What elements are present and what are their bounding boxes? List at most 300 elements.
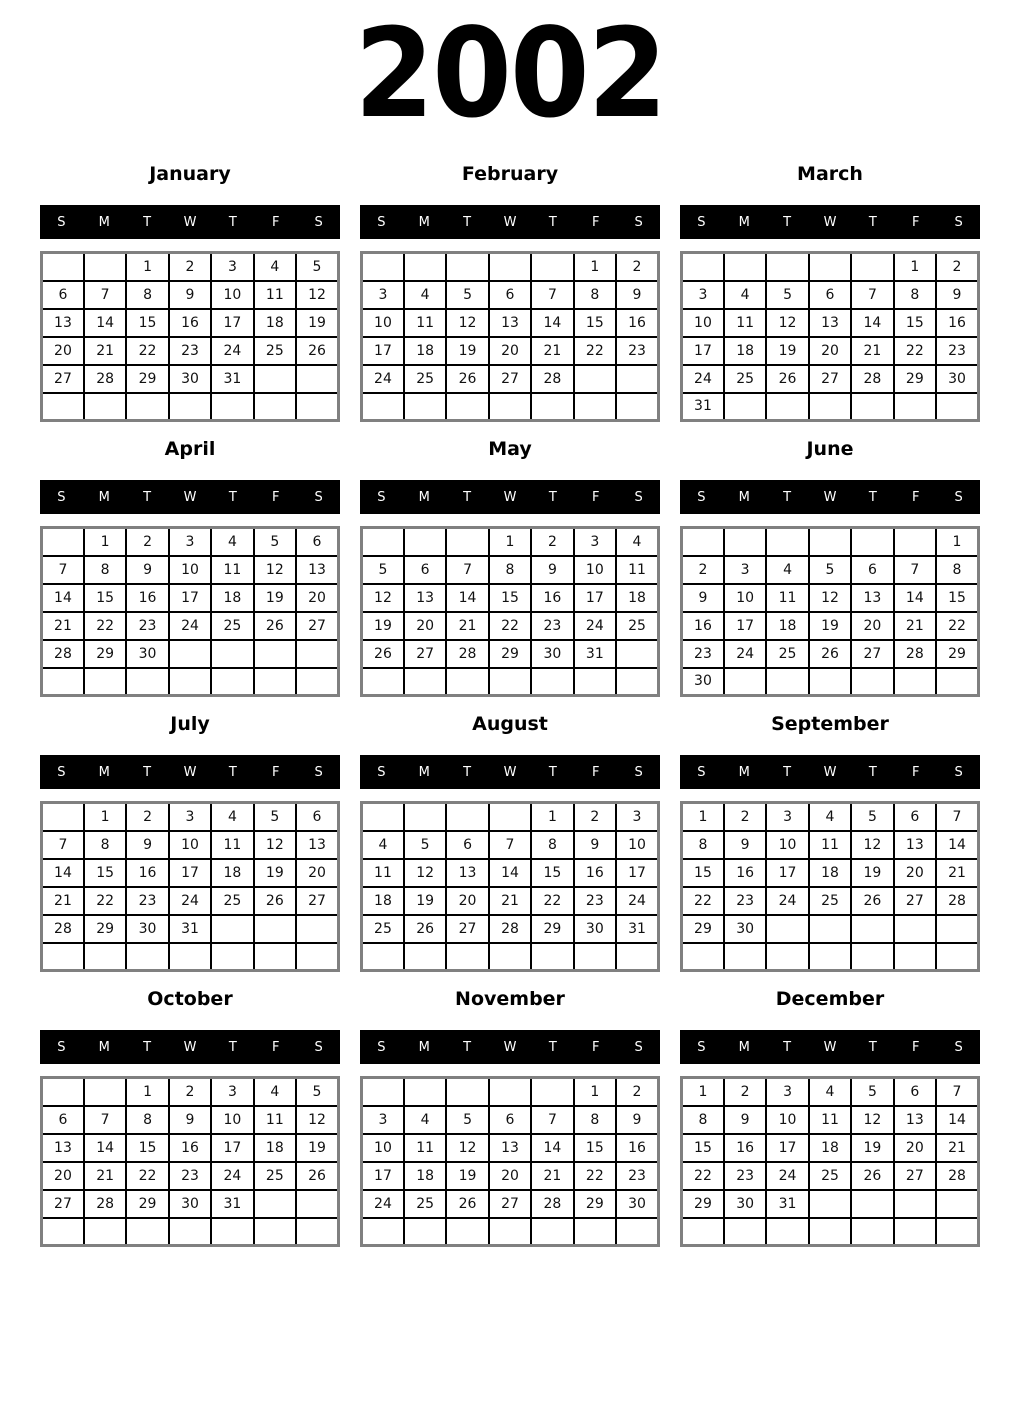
day-cell xyxy=(254,1190,296,1218)
day-cell: 9 xyxy=(169,281,211,309)
weekday-label: W xyxy=(823,1039,837,1055)
day-cell xyxy=(211,640,253,668)
day-cell xyxy=(84,253,126,281)
day-cell: 18 xyxy=(254,309,296,337)
weekday-label: S xyxy=(634,489,643,505)
day-cell: 21 xyxy=(42,612,84,640)
day-cell: 8 xyxy=(489,556,531,584)
day-cell xyxy=(616,943,658,971)
day-cell xyxy=(936,915,978,943)
day-cell xyxy=(936,1218,978,1246)
weekday-label: T xyxy=(548,764,557,780)
day-cell: 27 xyxy=(851,640,893,668)
day-cell: 5 xyxy=(446,281,488,309)
weekday-label: T xyxy=(228,489,237,505)
day-cell xyxy=(42,1218,84,1246)
week-row xyxy=(682,365,979,393)
day-cell: 17 xyxy=(616,859,658,887)
week-row xyxy=(42,365,339,393)
weekday-label: W xyxy=(503,489,517,505)
day-cell: 15 xyxy=(126,1134,168,1162)
day-cell: 14 xyxy=(42,859,84,887)
weekday-label: M xyxy=(738,1039,750,1055)
day-cell: 22 xyxy=(574,1162,616,1190)
weekday-label: S xyxy=(697,214,706,230)
day-cell: 26 xyxy=(446,365,488,393)
day-cell: 24 xyxy=(574,612,616,640)
day-cell: 12 xyxy=(296,281,338,309)
day-cell xyxy=(254,365,296,393)
day-cell xyxy=(362,528,404,556)
day-cell xyxy=(851,915,893,943)
week-row xyxy=(42,1106,339,1134)
weekday-label: T xyxy=(868,764,877,780)
day-cell: 27 xyxy=(446,915,488,943)
day-cell: 4 xyxy=(766,556,808,584)
day-cell: 9 xyxy=(936,281,978,309)
day-cell xyxy=(169,1218,211,1246)
day-cell: 28 xyxy=(489,915,531,943)
week-row xyxy=(42,668,339,696)
day-cell: 22 xyxy=(126,1162,168,1190)
day-cell: 18 xyxy=(766,612,808,640)
day-cell: 30 xyxy=(724,1190,766,1218)
day-cell xyxy=(531,393,573,421)
week-row xyxy=(42,253,339,281)
day-cell: 14 xyxy=(936,831,978,859)
day-cell xyxy=(254,1218,296,1246)
day-cell: 19 xyxy=(362,612,404,640)
day-cell: 6 xyxy=(296,528,338,556)
day-cell: 26 xyxy=(851,887,893,915)
day-cell: 5 xyxy=(296,253,338,281)
day-cell xyxy=(362,1078,404,1106)
day-cell: 14 xyxy=(84,1134,126,1162)
month-title: July xyxy=(170,713,210,735)
day-cell: 3 xyxy=(766,1078,808,1106)
day-cell: 12 xyxy=(254,831,296,859)
week-row xyxy=(42,281,339,309)
day-cell: 7 xyxy=(531,281,573,309)
week-row xyxy=(682,803,979,831)
day-cell: 15 xyxy=(936,584,978,612)
day-cell: 23 xyxy=(616,1162,658,1190)
day-cell xyxy=(211,1218,253,1246)
day-cell: 23 xyxy=(724,1162,766,1190)
day-cell: 22 xyxy=(894,337,936,365)
day-cell: 16 xyxy=(126,584,168,612)
weekday-header xyxy=(360,205,660,239)
day-cell: 27 xyxy=(42,1190,84,1218)
day-cell: 7 xyxy=(894,556,936,584)
weekday-label: W xyxy=(823,214,837,230)
day-cell: 3 xyxy=(682,281,724,309)
month-grid xyxy=(40,526,340,697)
day-cell: 25 xyxy=(404,1190,446,1218)
day-cell: 22 xyxy=(574,337,616,365)
day-cell: 25 xyxy=(254,1162,296,1190)
day-cell: 27 xyxy=(296,612,338,640)
day-cell: 24 xyxy=(169,887,211,915)
day-cell: 19 xyxy=(296,309,338,337)
day-cell: 29 xyxy=(682,915,724,943)
day-cell: 3 xyxy=(169,803,211,831)
day-cell: 16 xyxy=(724,859,766,887)
day-cell: 12 xyxy=(851,831,893,859)
day-cell: 18 xyxy=(254,1134,296,1162)
week-row xyxy=(42,831,339,859)
weekday-label: S xyxy=(377,1039,386,1055)
day-cell: 1 xyxy=(574,253,616,281)
day-cell: 9 xyxy=(126,831,168,859)
day-cell: 28 xyxy=(851,365,893,393)
day-cell: 26 xyxy=(766,365,808,393)
day-cell xyxy=(126,943,168,971)
day-cell: 19 xyxy=(296,1134,338,1162)
day-cell xyxy=(296,915,338,943)
day-cell: 23 xyxy=(169,1162,211,1190)
day-cell xyxy=(404,253,446,281)
day-cell: 11 xyxy=(404,309,446,337)
day-cell: 29 xyxy=(84,640,126,668)
weekday-label: S xyxy=(57,489,66,505)
day-cell: 30 xyxy=(724,915,766,943)
day-cell: 10 xyxy=(616,831,658,859)
day-cell: 5 xyxy=(254,528,296,556)
month-block xyxy=(680,988,980,1247)
day-cell xyxy=(894,915,936,943)
day-cell xyxy=(766,528,808,556)
day-cell xyxy=(446,1218,488,1246)
weekday-label: S xyxy=(697,489,706,505)
day-cell: 27 xyxy=(894,1162,936,1190)
day-cell xyxy=(211,943,253,971)
weekday-header xyxy=(680,755,980,789)
day-cell: 28 xyxy=(531,1190,573,1218)
day-cell: 5 xyxy=(446,1106,488,1134)
month-grid xyxy=(360,1076,660,1247)
day-cell: 21 xyxy=(446,612,488,640)
day-cell: 26 xyxy=(362,640,404,668)
week-row xyxy=(362,1078,659,1106)
week-row xyxy=(42,1190,339,1218)
day-cell xyxy=(296,1218,338,1246)
day-cell: 27 xyxy=(489,365,531,393)
day-cell: 28 xyxy=(42,640,84,668)
month-block xyxy=(40,713,340,972)
day-cell: 13 xyxy=(894,831,936,859)
weekday-label: F xyxy=(591,489,600,505)
day-cell: 24 xyxy=(724,640,766,668)
day-cell: 10 xyxy=(766,1106,808,1134)
day-cell: 6 xyxy=(446,831,488,859)
weekday-label: M xyxy=(418,489,430,505)
day-cell: 4 xyxy=(211,803,253,831)
weekday-label: S xyxy=(57,764,66,780)
day-cell: 22 xyxy=(936,612,978,640)
day-cell: 30 xyxy=(126,915,168,943)
day-cell: 13 xyxy=(894,1106,936,1134)
day-cell: 17 xyxy=(169,584,211,612)
weekday-label: F xyxy=(591,764,600,780)
month-title: January xyxy=(149,163,231,185)
month-block xyxy=(360,438,660,697)
week-row xyxy=(682,556,979,584)
day-cell xyxy=(766,668,808,696)
day-cell: 1 xyxy=(894,253,936,281)
day-cell: 7 xyxy=(84,281,126,309)
weekday-header xyxy=(40,1030,340,1064)
day-cell: 31 xyxy=(682,393,724,421)
month-title: December xyxy=(775,988,885,1010)
day-cell xyxy=(724,1218,766,1246)
day-cell: 15 xyxy=(574,1134,616,1162)
week-row xyxy=(362,1218,659,1246)
day-cell: 11 xyxy=(211,831,253,859)
day-cell: 10 xyxy=(211,1106,253,1134)
week-row xyxy=(362,1190,659,1218)
weekday-header xyxy=(680,480,980,514)
weekday-label: W xyxy=(503,214,517,230)
day-cell: 25 xyxy=(766,640,808,668)
day-cell xyxy=(169,668,211,696)
day-cell: 11 xyxy=(254,1106,296,1134)
day-cell xyxy=(489,1218,531,1246)
day-cell xyxy=(489,393,531,421)
day-cell: 14 xyxy=(936,1106,978,1134)
month-block xyxy=(680,163,980,422)
day-cell: 18 xyxy=(809,1134,851,1162)
day-cell xyxy=(936,943,978,971)
day-cell xyxy=(211,915,253,943)
day-cell: 26 xyxy=(809,640,851,668)
weekday-label: W xyxy=(183,214,197,230)
day-cell: 30 xyxy=(936,365,978,393)
day-cell xyxy=(446,253,488,281)
week-row xyxy=(362,915,659,943)
day-cell: 29 xyxy=(531,915,573,943)
day-cell: 24 xyxy=(211,1162,253,1190)
weekday-label: S xyxy=(697,764,706,780)
day-cell xyxy=(42,1078,84,1106)
day-cell: 26 xyxy=(446,1190,488,1218)
day-cell: 30 xyxy=(682,668,724,696)
day-cell: 11 xyxy=(809,831,851,859)
day-cell: 20 xyxy=(42,337,84,365)
day-cell xyxy=(362,943,404,971)
day-cell: 24 xyxy=(766,1162,808,1190)
day-cell: 3 xyxy=(211,1078,253,1106)
weekday-label: T xyxy=(143,214,152,230)
week-row xyxy=(42,803,339,831)
day-cell: 4 xyxy=(809,1078,851,1106)
day-cell: 20 xyxy=(809,337,851,365)
day-cell: 5 xyxy=(254,803,296,831)
day-cell xyxy=(936,393,978,421)
day-cell xyxy=(489,1078,531,1106)
day-cell xyxy=(682,528,724,556)
weekday-label: F xyxy=(591,214,600,230)
day-cell xyxy=(362,393,404,421)
day-cell: 29 xyxy=(894,365,936,393)
weekday-label: T xyxy=(868,214,877,230)
day-cell: 21 xyxy=(531,1162,573,1190)
week-row xyxy=(362,1162,659,1190)
day-cell: 7 xyxy=(84,1106,126,1134)
day-cell: 8 xyxy=(682,831,724,859)
day-cell: 30 xyxy=(616,1190,658,1218)
weekday-label: M xyxy=(738,764,750,780)
day-cell xyxy=(489,253,531,281)
weekday-label: F xyxy=(911,489,920,505)
day-cell: 12 xyxy=(851,1106,893,1134)
month-title: April xyxy=(164,438,216,460)
weekday-header xyxy=(360,1030,660,1064)
day-cell: 29 xyxy=(574,1190,616,1218)
day-cell: 16 xyxy=(616,309,658,337)
day-cell xyxy=(616,365,658,393)
week-row xyxy=(362,887,659,915)
day-cell: 18 xyxy=(616,584,658,612)
day-cell: 14 xyxy=(84,309,126,337)
day-cell: 17 xyxy=(682,337,724,365)
day-cell: 8 xyxy=(574,1106,616,1134)
day-cell: 2 xyxy=(169,253,211,281)
day-cell: 27 xyxy=(809,365,851,393)
day-cell: 19 xyxy=(851,859,893,887)
day-cell xyxy=(851,668,893,696)
weekday-label: S xyxy=(57,214,66,230)
day-cell: 25 xyxy=(809,887,851,915)
week-row xyxy=(682,309,979,337)
weekday-label: S xyxy=(697,1039,706,1055)
week-row xyxy=(682,668,979,696)
day-cell xyxy=(362,253,404,281)
weekday-label: S xyxy=(314,764,323,780)
day-cell: 17 xyxy=(766,1134,808,1162)
day-cell xyxy=(574,1218,616,1246)
day-cell: 24 xyxy=(169,612,211,640)
day-cell xyxy=(404,528,446,556)
weekday-label: M xyxy=(418,1039,430,1055)
day-cell: 20 xyxy=(894,859,936,887)
day-cell: 7 xyxy=(446,556,488,584)
day-cell: 25 xyxy=(254,337,296,365)
week-row xyxy=(682,1190,979,1218)
day-cell: 23 xyxy=(616,337,658,365)
week-row xyxy=(362,337,659,365)
day-cell: 16 xyxy=(169,1134,211,1162)
day-cell: 10 xyxy=(724,584,766,612)
week-row xyxy=(682,612,979,640)
day-cell xyxy=(809,528,851,556)
weekday-label: W xyxy=(183,1039,197,1055)
day-cell xyxy=(126,1218,168,1246)
day-cell: 13 xyxy=(809,309,851,337)
day-cell: 25 xyxy=(404,365,446,393)
day-cell: 1 xyxy=(126,253,168,281)
weekday-label: M xyxy=(98,1039,110,1055)
day-cell: 23 xyxy=(682,640,724,668)
day-cell: 20 xyxy=(489,1162,531,1190)
day-cell: 15 xyxy=(489,584,531,612)
month-block xyxy=(360,988,660,1247)
day-cell xyxy=(296,668,338,696)
day-cell: 19 xyxy=(809,612,851,640)
weekday-header xyxy=(680,1030,980,1064)
day-cell xyxy=(894,1218,936,1246)
day-cell xyxy=(724,393,766,421)
day-cell: 23 xyxy=(126,612,168,640)
month-grid xyxy=(40,251,340,422)
day-cell: 8 xyxy=(682,1106,724,1134)
day-cell: 23 xyxy=(574,887,616,915)
day-cell: 15 xyxy=(84,584,126,612)
day-cell: 14 xyxy=(531,309,573,337)
day-cell: 7 xyxy=(531,1106,573,1134)
day-cell: 13 xyxy=(404,584,446,612)
day-cell: 9 xyxy=(531,556,573,584)
weekday-label: T xyxy=(463,1039,472,1055)
day-cell: 16 xyxy=(936,309,978,337)
day-cell: 3 xyxy=(616,803,658,831)
day-cell: 7 xyxy=(851,281,893,309)
day-cell: 22 xyxy=(531,887,573,915)
week-row xyxy=(682,393,979,421)
month-title: October xyxy=(147,988,233,1010)
day-cell: 29 xyxy=(126,365,168,393)
day-cell xyxy=(616,1218,658,1246)
day-cell: 8 xyxy=(126,281,168,309)
day-cell: 18 xyxy=(724,337,766,365)
day-cell: 4 xyxy=(362,831,404,859)
day-cell: 8 xyxy=(84,831,126,859)
weekday-header xyxy=(360,755,660,789)
day-cell xyxy=(404,668,446,696)
weekday-label: T xyxy=(143,489,152,505)
day-cell xyxy=(809,943,851,971)
weekday-label: T xyxy=(463,214,472,230)
year-title: 2002 xyxy=(354,3,666,146)
day-cell: 4 xyxy=(809,803,851,831)
day-cell: 2 xyxy=(126,528,168,556)
day-cell: 12 xyxy=(446,309,488,337)
day-cell: 18 xyxy=(362,887,404,915)
day-cell: 27 xyxy=(894,887,936,915)
day-cell: 21 xyxy=(489,887,531,915)
month-grid xyxy=(40,1076,340,1247)
day-cell xyxy=(42,943,84,971)
day-cell: 6 xyxy=(42,281,84,309)
month-grid xyxy=(680,1076,980,1247)
day-cell: 8 xyxy=(894,281,936,309)
day-cell xyxy=(809,1218,851,1246)
day-cell xyxy=(766,253,808,281)
day-cell: 5 xyxy=(766,281,808,309)
day-cell: 10 xyxy=(362,1134,404,1162)
day-cell: 30 xyxy=(169,1190,211,1218)
day-cell: 5 xyxy=(851,1078,893,1106)
day-cell: 15 xyxy=(682,1134,724,1162)
day-cell: 7 xyxy=(489,831,531,859)
week-row xyxy=(362,556,659,584)
day-cell xyxy=(809,915,851,943)
day-cell xyxy=(254,915,296,943)
month-grid xyxy=(360,251,660,422)
day-cell: 20 xyxy=(296,859,338,887)
week-row xyxy=(362,943,659,971)
day-cell: 2 xyxy=(126,803,168,831)
